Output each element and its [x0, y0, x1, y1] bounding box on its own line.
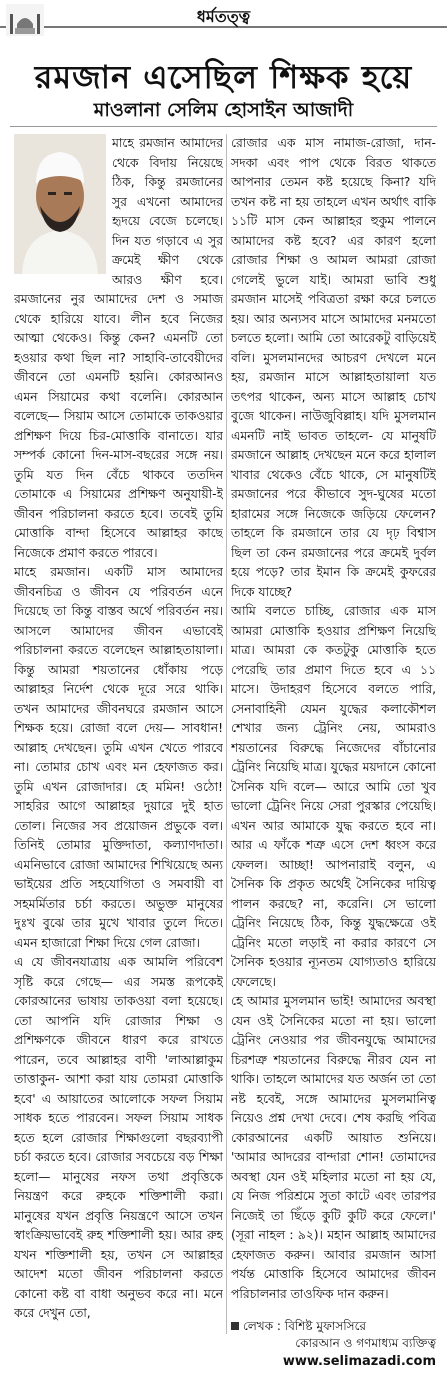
right-paragraph-2: আমি বলতে চাচ্ছি, রোজার এক মাস আমরা মোত্তাকি হওয়ার প্রশিক্ষণ নিয়েছি মাত্র। আমরা কে কতটুকু মোত্তাকি হতে পেরেছি তার প্রমাণ দিতে হবে এ ১১ মাসে। উদাহরণ হিসেবে বলতে পারি, সেনাবাহিনী যেমন যুদ্ধের কলাকৌশল শেখার জন্য ট্রেনিং নেয়, আমরাও শয়তানের বিরুদ্ধে নিজেদের বাঁচানোর ট্রেনিং নিয়েছি মাত্র। যুদ্ধের ময়দানে কোনো সৈনিক যদি বলে— আরে আমি তো খুব ভালো ট্রেনিং নিয়ে সেরা পুরস্কার পেয়েছি। এখন আর আমাকে যুদ্ধ করতে হবে না। আর এ ফাঁকে শত্রু এসে দেশ ধ্বংস করে ফেলল। আচ্ছা! আপনারাই বলুন, এ সৈনিক কি প্রকৃত অর্থেই সৈনিকের দায়িত্ব পালন করছে? না, করেনি। সে ভালো ট্রেনিং নিয়েছে ঠিক, কিন্তু যুদ্ধক্ষেত্রে ওই ট্রেনিং মতো লড়াই না করার কারণে সে সৈনিক হওয়ার ন্যূনতম যোগ্যতাও হারিয়ে ফেলেছে। [231, 604, 436, 989]
right-paragraph-3: হে আমার মুসলমান ভাই! আমাদের অবস্থা যেন ওই সৈনিকের মতো না হয়। ভালো ট্রেনিং নেওয়ার পর জীবনযুদ্ধে আমাদের চিরশত্রু শয়তানের বিরুদ্ধে নীরব যেন না থাকি। তাহলে আমাদের যত অর্জন তা তো নষ্ট হবেই, সঙ্গে আমাদের মুসলমানিত্ব নিয়েও প্রশ্ন দেখা দেবে। শেষ করছি পবিত্র কোরআনের একটি আয়াত শুনিয়ে। 'আমার আদরের বান্দারা শোন! তোমাদের অবস্থা যেন ওই মহিলার মতো না হয় যে, যে নিজ পরিশ্রমে সুতা কাটে এবং তারপর নিজেই তা ছিঁড়ে কুটি কুটি করে ফেলে।' (সূরা নাহল : ৯২)। মহান আল্লাহ আমাদের হেফাজত করুন। আবার রমজান আসা পর্যন্ত মোত্তাকি হিসেবে আমাদের জীবন পরিচালনার তাওফিক দান করুন। [231, 994, 436, 1301]
left-paragraph-1: মাহে রমজান আমাদের থেকে বিদায় নিয়েছে ঠিক, কিন্তু রমজানের সুর এখনো আমাদের হৃদয়ে বেজে চলেছে। দিন যত গড়াবে এ সুর ক্রমেই ক্ষীণ থেকে আরও ক্ষীণ হবে। রমজানের নুর আমাদের দেশ ও সমাজ থেকে হারিয়ে যাবে। লীন হবে নিজের আত্মা থেকেও। কিন্তু কেন? এমনটি তো হওয়ার কথা ছিল না? সাহাবি-তাবেয়ীদের জীবনে তো এমনটি হয়নি। কোরআনও এমন সিয়ামের কথা বলেনি। কোরআন বলেছে— সিয়াম আসে তোমাকে তাকওয়ার প্রশিক্ষণ দিয়ে চির-মোত্তাকি বানাতে। যার সম্পর্ক কোনো দিন-মাস-বছরের সঙ্গে নয়। তুমি যত দিন বেঁচে থাকবে ততদিন তোমাকে এ সিয়ামের প্রশিক্ষণ অনুযায়ী-ই জীবন পরিচালনা করতে হবে। তবেই তুমি মোত্তাকি বান্দা হিসেবে আল্লাহর কাছে নিজেকে প্রমাণ করতে পারবে। [14, 136, 223, 560]
column-divider [226, 134, 227, 1334]
right-paragraph-1: রোজার এক মাস নামাজ-রোজা, দান-সদকা এবং পাপ থেকে বিরত থাকতে আপনার তেমন কষ্ট হয়েছে কিনা? যদি তখন কষ্ট না হয় তাহলে এখন অর্থাৎ বাকি ১১টি মাস কেন আল্লাহর হুকুম পালনে আমাদের কষ্ট হবে? এর কারণ হলো রোজার শিক্ষা ও আমল আমরা রোজা গেলেই ভুলে যাই। আমরা ভাবি শুধু রমজান মাসেই পবিত্রতা রক্ষা করে চলতে হয়। আর অন্যসব মাসে আমাদের মনমতো চলতে হলো। আমি তো আরেকটু বাড়িয়েই বলি। মুসলমানদের আচরণ দেখলে মনে হয়, রমজান মাসে আল্লাহতায়ালা যত তৎপর থাকেন, অন্য মাসে আল্লাহ চোখ বুজে থাকেন। নাউজুবিল্লাহ। যদি মুসলমান এমনটি নাই ভাবত তাহলে- যে মানুষটি রমজানে আল্লাহ দেখছেন মনে করে হালাল খাবার থেকেও বেঁচে থাকে, সে মানুষটিই রমজানের পরে কীভাবে সুদ-ঘুষের মতো হারামের সঙ্গে নিজেকে জড়িয়ে ফেলেন? তাহলে কি রমজানে তার যে দৃঢ় বিশ্বাস ছিল তা কেন রমজানের পরে ক্রমেই দুর্বল হয়ে পড়ে? তার ইমান কি ক্রমেই কুফরের দিকে যাচ্ছে? [231, 136, 436, 599]
article-author: মাওলানা সেলিম হোসাইন আজাদী [93, 99, 354, 121]
section-name: ধর্মতত্ত্ব [0, 4, 447, 31]
title-divider [10, 126, 437, 127]
square-bullet-icon [231, 1322, 239, 1330]
left-paragraph-3: এ যে জীবনযাত্রায় এক আমলি পরিবেশ সৃষ্টি করে গেছে— এর সমস্ত রূপকেই কোরআনের ভাষায় তাকওয়া বলা হয়েছে। তো আপনি যদি রোজার শিক্ষা ও প্রশিক্ষণকে জীবনে ধারণ করে রাখতে পারেন, তবে আল্লাহর বাণী 'লাআল্লাকুম তাত্তাকুন- আশা করা যায় তোমরা মোত্তাকি হবে' এ আয়াতের আলোকে সফল সিয়াম সাধক হতে পারবেন। সফল সিয়াম সাধক হতে হলে রোজার শিক্ষাগুলো বছরব্যাপী চর্চা করতে হবে। রোজার সবচেয়ে বড় শিক্ষা হলো— মানুষের নফস তথা প্রবৃত্তিকে নিয়ন্ত্রণ করে রুহকে শক্তিশালী করা। মানুষের যখন প্রবৃত্তি নিয়ন্ত্রণে আসে তখন স্বাংক্রিয়ভাবেই রুহ শক্তিশালী হয়। আর রুহ যখন শক্তিশালী হয়, তখন সে আল্লাহর আদেশ মতো জীবন পরিচালনা করতে কোনো কষ্ট বা বাধা অনুভব করে না। মনে করে দেখুন তো, [14, 955, 223, 1320]
author-photo [14, 134, 106, 274]
left-paragraph-2: মাহে রমজান। একটি মাস আমাদের জীবনচিত্র ও জীবন যে পরিবর্তন এনে দিয়েছে তা কিন্তু বাস্তব অর্থে পরিবর্তন নয়। আসলে আমাদের জীবন এভাবেই পরিচালনা করতে বলেছেন আল্লাহতায়ালা। কিন্তু আমরা শয়তানের ধোঁকায় পড়ে আল্লাহর নির্দেশ থেকে দূরে সরে থাকি। তখন আমাদের জীবনঘরে রমজান আসে শিক্ষক হয়ে। রোজা বলে দেয়— সাবধান! আল্লাহ দেখছেন। তুমি এখন খেতে পারবে না। তোমার চোখ এবং মন হেফাজত কর। তুমি এখন রোজাদার। হে মমিন! ওঠো! সাহরির আগে আল্লাহর দুয়ারে দুই হাত তোল। নিজের সব প্রয়োজন প্রভুকে বল। তিনিই তোমার মুক্তিদাতা, কল্যাণদাতা। এমনিভাবে রোজা আমাদের শিখিয়েছে অন্য ভাইয়ের প্রতি সহযোগিতা ও সমবায়ী বা সহমর্মিতার চর্চা করতে। অভুক্ত মানুষের দুঃখ বুঝে তার মুখে খাবার তুলে দিতে। এমন হাজারো শিক্ষা দিয়ে গেল রোজা। [14, 565, 223, 950]
author-credit [231, 1318, 436, 1352]
website-url[interactable]: www.selimazadi.com [282, 1354, 436, 1369]
right-column [231, 134, 436, 1314]
masthead [0, 0, 447, 48]
credit-line-1: লেখক : বিশিষ্ট মুফাসসিরে [243, 1319, 367, 1333]
article-title: রমজান এসেছিল শিক্ষক হয়ে [34, 58, 413, 96]
left-column [14, 134, 223, 1334]
credit-line-2: কোরআন ও গণমাধ্যম ব্যক্তিত্ব [295, 1336, 436, 1350]
